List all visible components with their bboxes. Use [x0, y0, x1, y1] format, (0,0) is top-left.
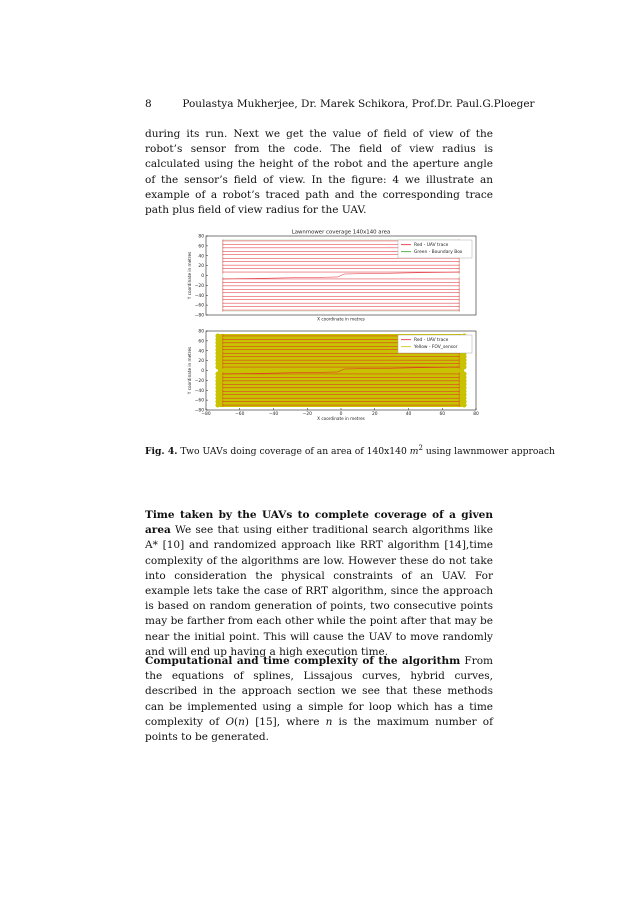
y-axis-label: Y coordinate in metres [187, 251, 192, 300]
running-header [145, 98, 535, 110]
x-tick-label: −20 [302, 412, 312, 418]
fov-scallop-right [462, 365, 467, 370]
y-tick-label: 0 [201, 369, 204, 375]
legend-entry: Yellow - FOV_sensor [414, 345, 458, 350]
y-tick-label: −20 [194, 378, 204, 384]
y-tick-label: −80 [194, 408, 204, 414]
y-tick-label: 80 [198, 234, 204, 240]
section-complexity-body-middle: [15], where [249, 715, 326, 728]
y-tick-label: 0 [201, 274, 204, 280]
y-tick-label: 80 [198, 329, 204, 335]
section-complexity-body-before: From the equations of splines, Lissajous curves, hybrid curves, described in the approach section we see that these methods can be implemented using a simple for loop which has a time complexity of [145, 655, 493, 728]
x-tick-label: 80 [473, 412, 479, 418]
section-complexity: Computational and time complexity of the algorithm From the equations of splines, Lissajous curves, hybrid curves, described in the approach section we see that these methods can be implemented using a simple for loop which has a time complexity of O(n) [15], where n is the maximum number of points to be generated. [145, 655, 493, 744]
section-complexity-heading: Computational and time complexity of the algorithm [145, 655, 461, 667]
fov-scallop-left [215, 365, 220, 370]
y-tick-label: 60 [198, 244, 204, 250]
fov-scallop-right [462, 403, 467, 408]
intro-paragraph: during its run. Next we get the value of field of view of the robot’s sensor from the code. The field of view radius is calculated using the height of the robot and the aperture angle of the sensor’s field of view. In the figure: 4 we illustrate an example of a robot’s traced path and the corresponding trace path plus field of view radius for the UAV. [145, 128, 493, 217]
caption-unit-base: m [409, 446, 419, 458]
x-axis-label: X coordinate in metres [317, 416, 365, 420]
x-tick-label: 60 [439, 412, 446, 418]
variable-n: n [325, 715, 333, 728]
y-tick-label: −80 [194, 313, 204, 319]
x-tick-label: −40 [268, 412, 279, 418]
section-time-taken [145, 508, 493, 660]
figure-label: Fig. 4. [145, 446, 178, 458]
section-complexity-body-after: is the maximum number of points to be generated. [145, 715, 493, 744]
fov-scallop-left [215, 403, 220, 408]
y-tick-label: −60 [194, 303, 204, 309]
y-tick-label: 20 [198, 359, 204, 365]
legend-entry: Red - UAV trace [414, 243, 449, 248]
section-time-body: We see that using either traditional search algorithms like A* [10] and randomized approach like RRT algorithm [14],time complexity of the algorithms are low. However these do not take into consideration the physical constraints of an UAV. For example lets take the case of RRT algorithm, since the approach is based on random generation of points, two consecutive points may be farther from each other while the point after that may be near the initial point. This will cause the UAV to move randomly and will end up having a high execution time. [145, 524, 493, 658]
x-tick-label: 40 [405, 412, 412, 418]
legend-entry: Green - Boundary Box [414, 250, 463, 255]
x-tick-label: 20 [371, 412, 378, 418]
caption-text-before: Two UAVs doing coverage of an area of 140x140 [177, 446, 410, 458]
y-tick-label: −40 [194, 293, 204, 299]
big-o-argument: n [238, 715, 245, 728]
y-tick-label: 40 [198, 349, 204, 355]
big-o-symbol: O [225, 715, 235, 728]
y-tick-label: 40 [198, 254, 204, 260]
lawnmower-figure [168, 224, 486, 420]
y-tick-label: 60 [198, 339, 204, 345]
y-axis-label: Y coordinate in metres [187, 346, 192, 395]
x-axis-label: X coordinate in metres [317, 316, 365, 322]
x-tick-label: −60 [235, 412, 245, 418]
y-tick-label: −40 [194, 388, 204, 394]
figure-caption [145, 444, 555, 457]
uav-transition-path [223, 272, 459, 279]
y-tick-label: 20 [198, 264, 204, 270]
plot-uav-trace-boundary [187, 230, 476, 322]
author-list: Poulastya Mukherjee, Dr. Marek Schikora, Prof.Dr. Paul.G.Ploeger [182, 98, 535, 110]
page-number: 8 [145, 98, 152, 110]
legend-entry: Red - UAV trace [414, 338, 449, 343]
x-tick-label: −80 [201, 412, 211, 418]
section-time-heading: Time taken by the UAVs to complete coverage of a given area [145, 509, 493, 537]
caption-unit-exp: 2 [418, 444, 423, 452]
x-tick-label: 0 [339, 412, 343, 418]
y-tick-label: −60 [194, 398, 204, 404]
plot-uav-trace-fov [187, 329, 479, 420]
caption-text-after: using lawnmower approach [422, 446, 555, 458]
chart-title: Lawnmower coverage 140x140 area [291, 229, 391, 236]
y-tick-label: −20 [194, 283, 204, 289]
